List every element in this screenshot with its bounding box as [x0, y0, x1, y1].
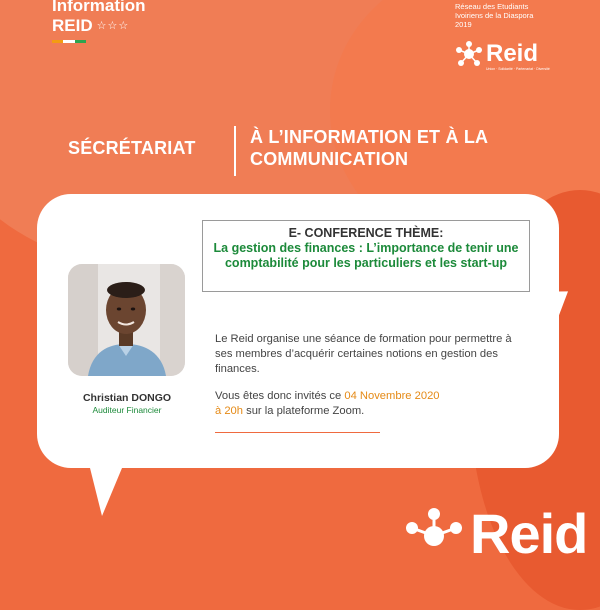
footer-logo — [404, 502, 588, 566]
brand-line2: REID — [52, 16, 93, 35]
description-paragraph: Le Reid organise une séance de formation pour permettre à ses membres d’acquérir certaines notions en gestion des finances. — [215, 333, 512, 375]
conference-theme-box — [202, 220, 530, 292]
brand-line1: Information — [52, 0, 146, 15]
network-icon — [404, 506, 464, 566]
org-line1: Réseau des Etudiants — [455, 2, 529, 11]
org-line2: Ivoiriens de la Diaspora — [455, 11, 534, 20]
theme-heading: E- CONFERENCE THÈME: — [288, 226, 444, 240]
invitation-paragraph — [215, 389, 515, 419]
invite-suffix: sur la plateforme Zoom. — [243, 405, 365, 417]
logo-tagline: Union · Solidarité · Partenariat · Diversité — [486, 67, 550, 71]
invite-date: 04 Novembre 2020 — [344, 390, 440, 402]
divider — [215, 432, 380, 433]
invite-prefix: Vous êtes donc invités ce — [215, 390, 345, 402]
flag-icon — [52, 40, 86, 43]
theme-text: La gestion des finances : L’importance de tenir une comptabilité pour les particuliers et les start-up — [213, 241, 519, 270]
reid-logo — [455, 40, 538, 68]
network-icon — [455, 40, 483, 68]
logo-word: Reid — [486, 40, 539, 67]
title-left: SÉCRÉTARIAT — [68, 138, 196, 158]
bubble-tail — [84, 444, 132, 516]
title-right-line2: COMMUNICATION — [250, 149, 409, 169]
stars-icon: ☆☆☆ — [96, 20, 130, 32]
invite-time: à 20h — [215, 405, 243, 417]
person-illustration-icon — [68, 264, 185, 376]
title-divider — [234, 126, 236, 176]
footer-logo-word: Reid — [470, 502, 588, 565]
speaker-photo — [68, 264, 185, 376]
brand-title — [52, 0, 146, 36]
org-year: 2019 — [455, 20, 472, 29]
organisation-name — [455, 2, 575, 29]
speaker-role: Auditeur Financier — [92, 405, 162, 415]
title-right — [250, 126, 488, 170]
page-title — [68, 126, 588, 176]
speaker-name: Christian DONGO — [82, 392, 172, 404]
title-right-line1: À L’INFORMATION ET À LA — [250, 127, 489, 147]
